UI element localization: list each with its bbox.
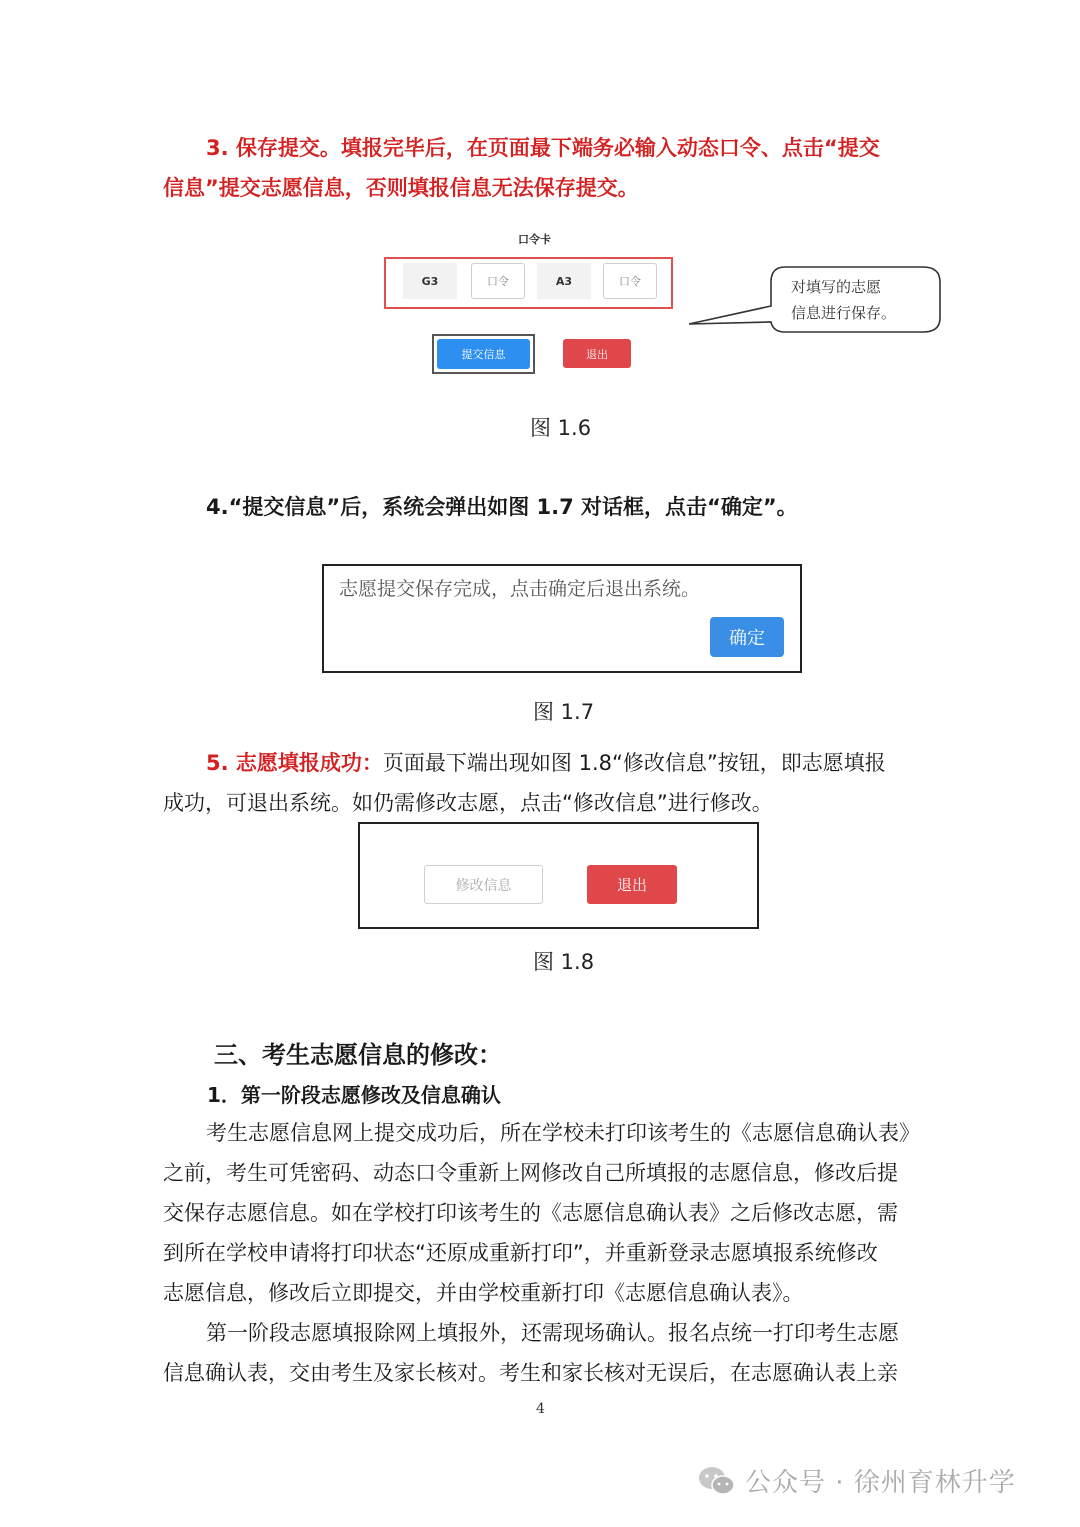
section5-line1	[206, 743, 886, 783]
part3-heading: 三、考生志愿信息的修改：	[214, 1041, 502, 1069]
submit-highlight-frame	[432, 334, 535, 374]
paragraph-line: 交保存志愿信息。如在学校打印该考生的《志愿信息确认表》之后修改志愿，需	[163, 1201, 898, 1225]
section4-line1: 4.“提交信息”后，系统会弹出如图 1.7 对话框，点击“确定”。	[206, 495, 798, 519]
paragraph-line: 到所在学校申请将打印状态“还原成重新打印”，并重新登录志愿填报系统修改	[163, 1241, 878, 1265]
wechat-icon	[697, 1464, 737, 1498]
paragraph-line: 考生志愿信息网上提交成功后，所在学校未打印该考生的《志愿信息确认表》	[206, 1121, 920, 1145]
section3-line1: 3. 保存提交。填报完毕后，在页面最下端务必输入动态口令、点击“提交	[206, 136, 880, 160]
paragraph-line: 之前，考生可凭密码、动态口令重新上网修改自己所填报的志愿信息，修改后提	[163, 1161, 898, 1185]
card-input-2[interactable]: 口令	[603, 263, 657, 299]
bubble-line1: 对填写的志愿	[791, 278, 882, 296]
bubble-line2: 信息进行保存。	[791, 304, 897, 322]
section5-line2: 成功，可退出系统。如仍需修改志愿，点击“修改信息”进行修改。	[163, 791, 773, 815]
watermark-text: 公众号 · 徐州育林升学	[745, 1468, 1016, 1498]
dialog-message: 志愿提交保存完成，点击确定后退出系统。	[339, 578, 701, 600]
section5-line1-rest: 页面最下端出现如图 1.8“修改信息”按钮，即志愿填报	[382, 751, 886, 775]
figure-caption: 图 1.8	[533, 950, 595, 974]
exit-button-fig16[interactable]: 退出	[563, 339, 631, 368]
password-card	[384, 257, 673, 309]
confirm-dialog	[322, 564, 802, 673]
section3-line2: 信息”提交志愿信息，否则填报信息无法保存提交。	[163, 176, 639, 200]
card-key-g3: G3	[403, 263, 457, 299]
ok-button[interactable]: 确定	[710, 617, 784, 657]
card-key-a3: A3	[537, 263, 591, 299]
paragraph-line: 志愿信息，修改后立即提交，并由学校重新打印《志愿信息确认表》。	[163, 1281, 804, 1305]
paragraph-line: 第一阶段志愿填报除网上填报外，还需现场确认。报名点统一打印考生志愿	[206, 1321, 899, 1345]
section5-lead: 5. 志愿填报成功：	[206, 751, 383, 775]
modify-panel	[358, 822, 759, 929]
card-input-1[interactable]: 口令	[471, 263, 525, 299]
figure-caption: 图 1.6	[530, 416, 592, 440]
paragraph-line: 信息确认表，交由考生及家长核对。考生和家长核对无误后，在志愿确认表上亲	[163, 1361, 898, 1385]
figure-caption: 图 1.7	[533, 700, 595, 724]
card-title: 口令卡	[518, 233, 551, 246]
page-number: 4	[536, 1401, 545, 1417]
modify-info-button[interactable]: 修改信息	[424, 865, 543, 904]
submit-info-button[interactable]: 提交信息	[437, 339, 530, 369]
exit-button-fig18[interactable]: 退出	[587, 865, 677, 904]
watermark	[697, 1462, 1016, 1499]
part3-subheading: 1．第一阶段志愿修改及信息确认	[207, 1083, 501, 1107]
